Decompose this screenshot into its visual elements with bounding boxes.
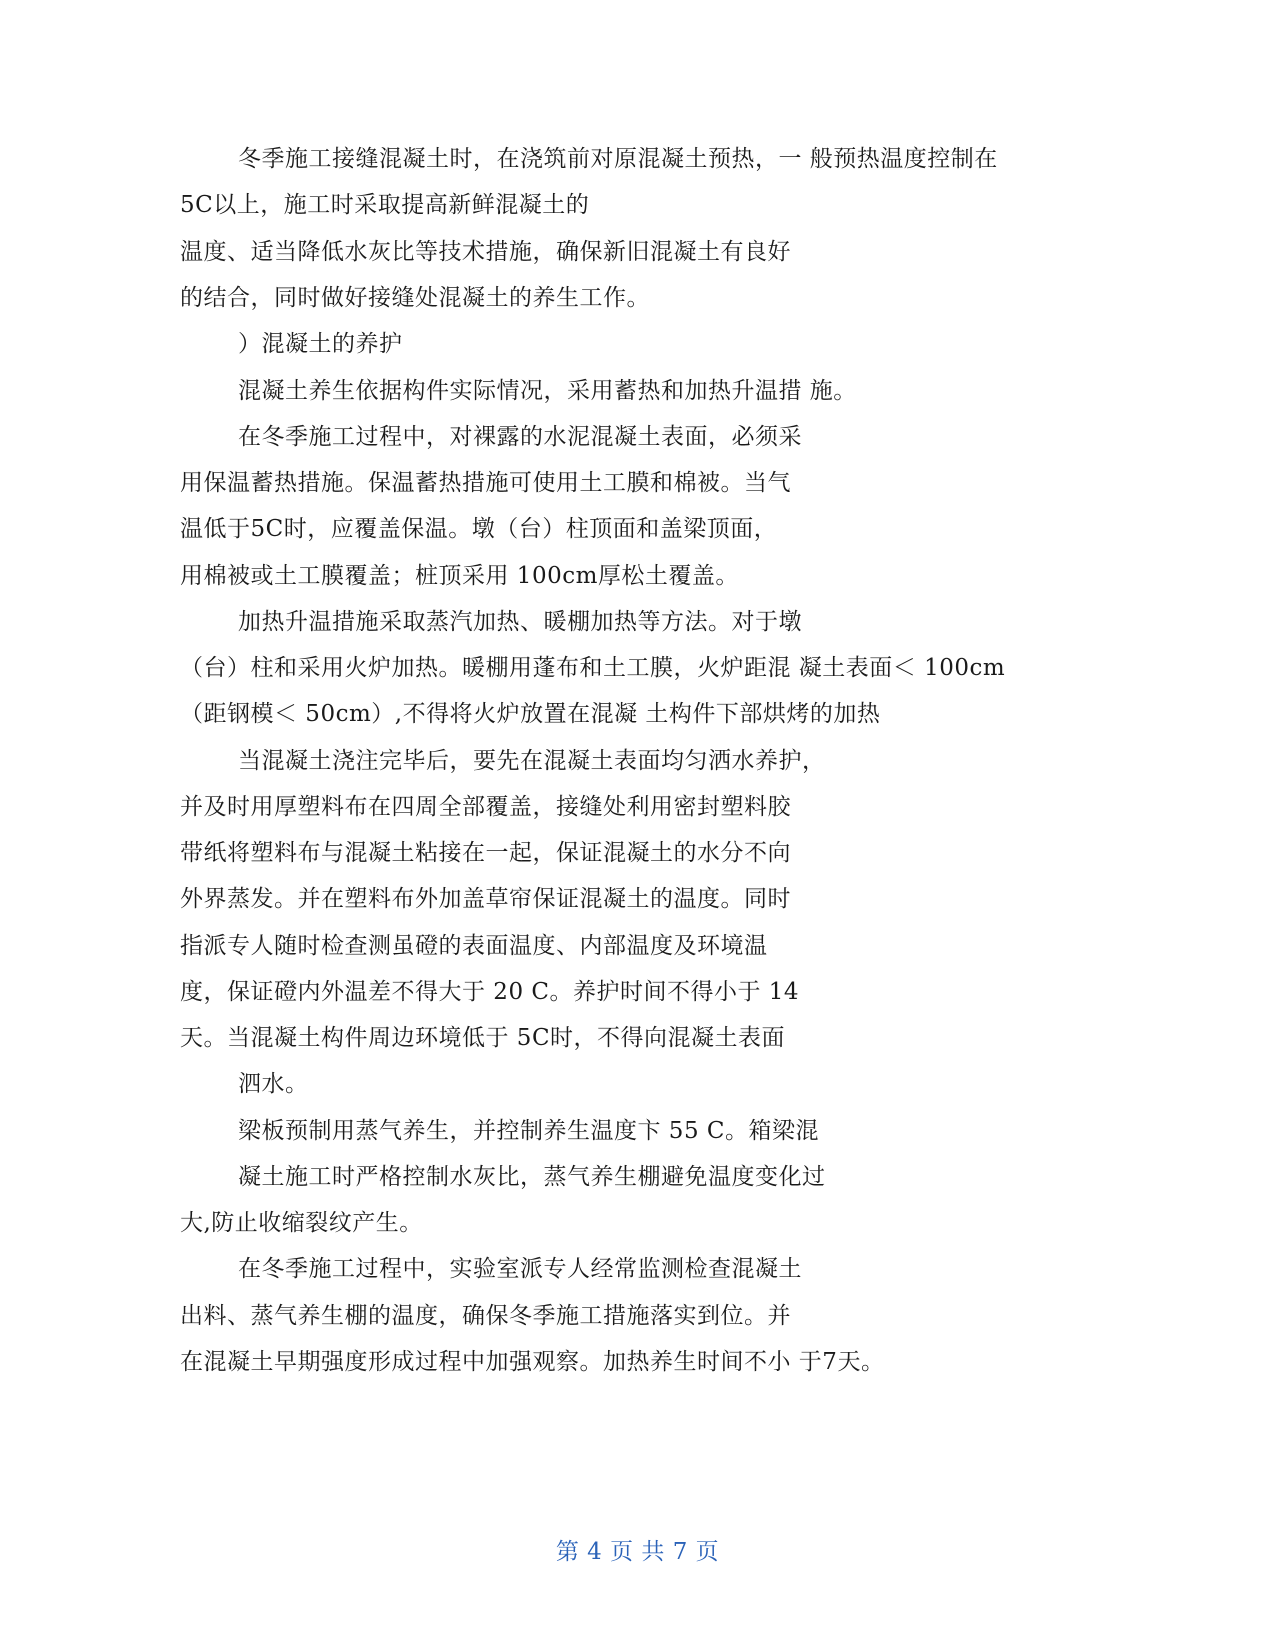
text-line: 凝土施工时严格控制水灰比，蒸气养生棚避免温度变化过 [238,1164,826,1190]
text-line: 温低于5C时，应覆盖保温。墩（台）柱顶面和盖梁顶面， [180,516,778,542]
text-line: 在冬季施工过程中，实验室派专人经常监测检查混凝土 [238,1256,802,1282]
text-line: 并及时用厚塑料布在四周全部覆盖，接缝处利用密封塑料胶 [180,794,791,820]
text-line: 度，保证磴内外温差不得大于 20 C。养护时间不得小于 14 [180,979,800,1005]
text-line: 当混凝土浇注完毕后，要先在混凝土表面均匀洒水养护， [238,748,826,774]
text-line: 带纸将塑料布与混凝土粘接在一起，保证混凝土的水分不向 [180,840,791,866]
text-line: 用保温蓄热措施。保温蓄热措施可使用土工膜和棉被。当气 [180,470,791,496]
text-line: 的结合，同时做好接缝处混凝土的养生工作。 [180,285,650,311]
text-line: 加热升温措施采取蒸汽加热、暖棚加热等方法。对于墩 [238,609,802,635]
text-line: （距钢模＜ 50cm）,不得将火炉放置在混凝 土构件下部烘烤的加热 [180,701,881,727]
text-line: 冬季施工接缝混凝土时，在浇筑前对原混凝土预热，一 般预热温度控制在 [238,146,998,172]
text-line: 指派专人随时检查测虽磴的表面温度、内部温度及环境温 [180,933,768,959]
text-line: 大,防止收缩裂纹产生。 [180,1210,423,1236]
text-line: 出料、蒸气养生棚的温度，确保冬季施工措施落实到位。并 [180,1303,791,1329]
text-line: 用棉被或土工膜覆盖；桩顶采用 100cm厚松土覆盖。 [180,563,739,589]
text-line: 泗水。 [238,1071,309,1097]
text-line: 在混凝土早期强度形成过程中加强观察。加热养生时间不小 于7天。 [180,1349,885,1375]
text-line: 混凝土养生依据构件实际情况，采用蓄热和加热升温措 施。 [238,378,857,404]
text-line: 外界蒸发。并在塑料布外加盖草帘保证混凝土的温度。同时 [180,886,791,912]
text-line: 温度、适当降低水灰比等技术措施，确保新旧混凝土有良好 [180,239,791,265]
text-line: （台）柱和采用火炉加热。暖棚用蓬布和土工膜，火炉距混 凝土表面＜ 100cm [180,655,1006,681]
section-heading: ）混凝土的养护 [238,331,403,357]
text-line: 5C以上，施工时采取提高新鲜混凝土的 [180,192,590,218]
text-line: 梁板预制用蒸气养生，并控制养生温度卞 55 C。箱梁混 [238,1118,819,1144]
text-line: 天。当混凝土构件周边环境低于 5C时，不得向混凝土表面 [180,1025,786,1051]
page-number-footer: 第 4 页 共 7 页 [555,1539,720,1565]
text-line: 在冬季施工过程中，对裸露的水泥混凝土表面，必须采 [238,424,802,450]
